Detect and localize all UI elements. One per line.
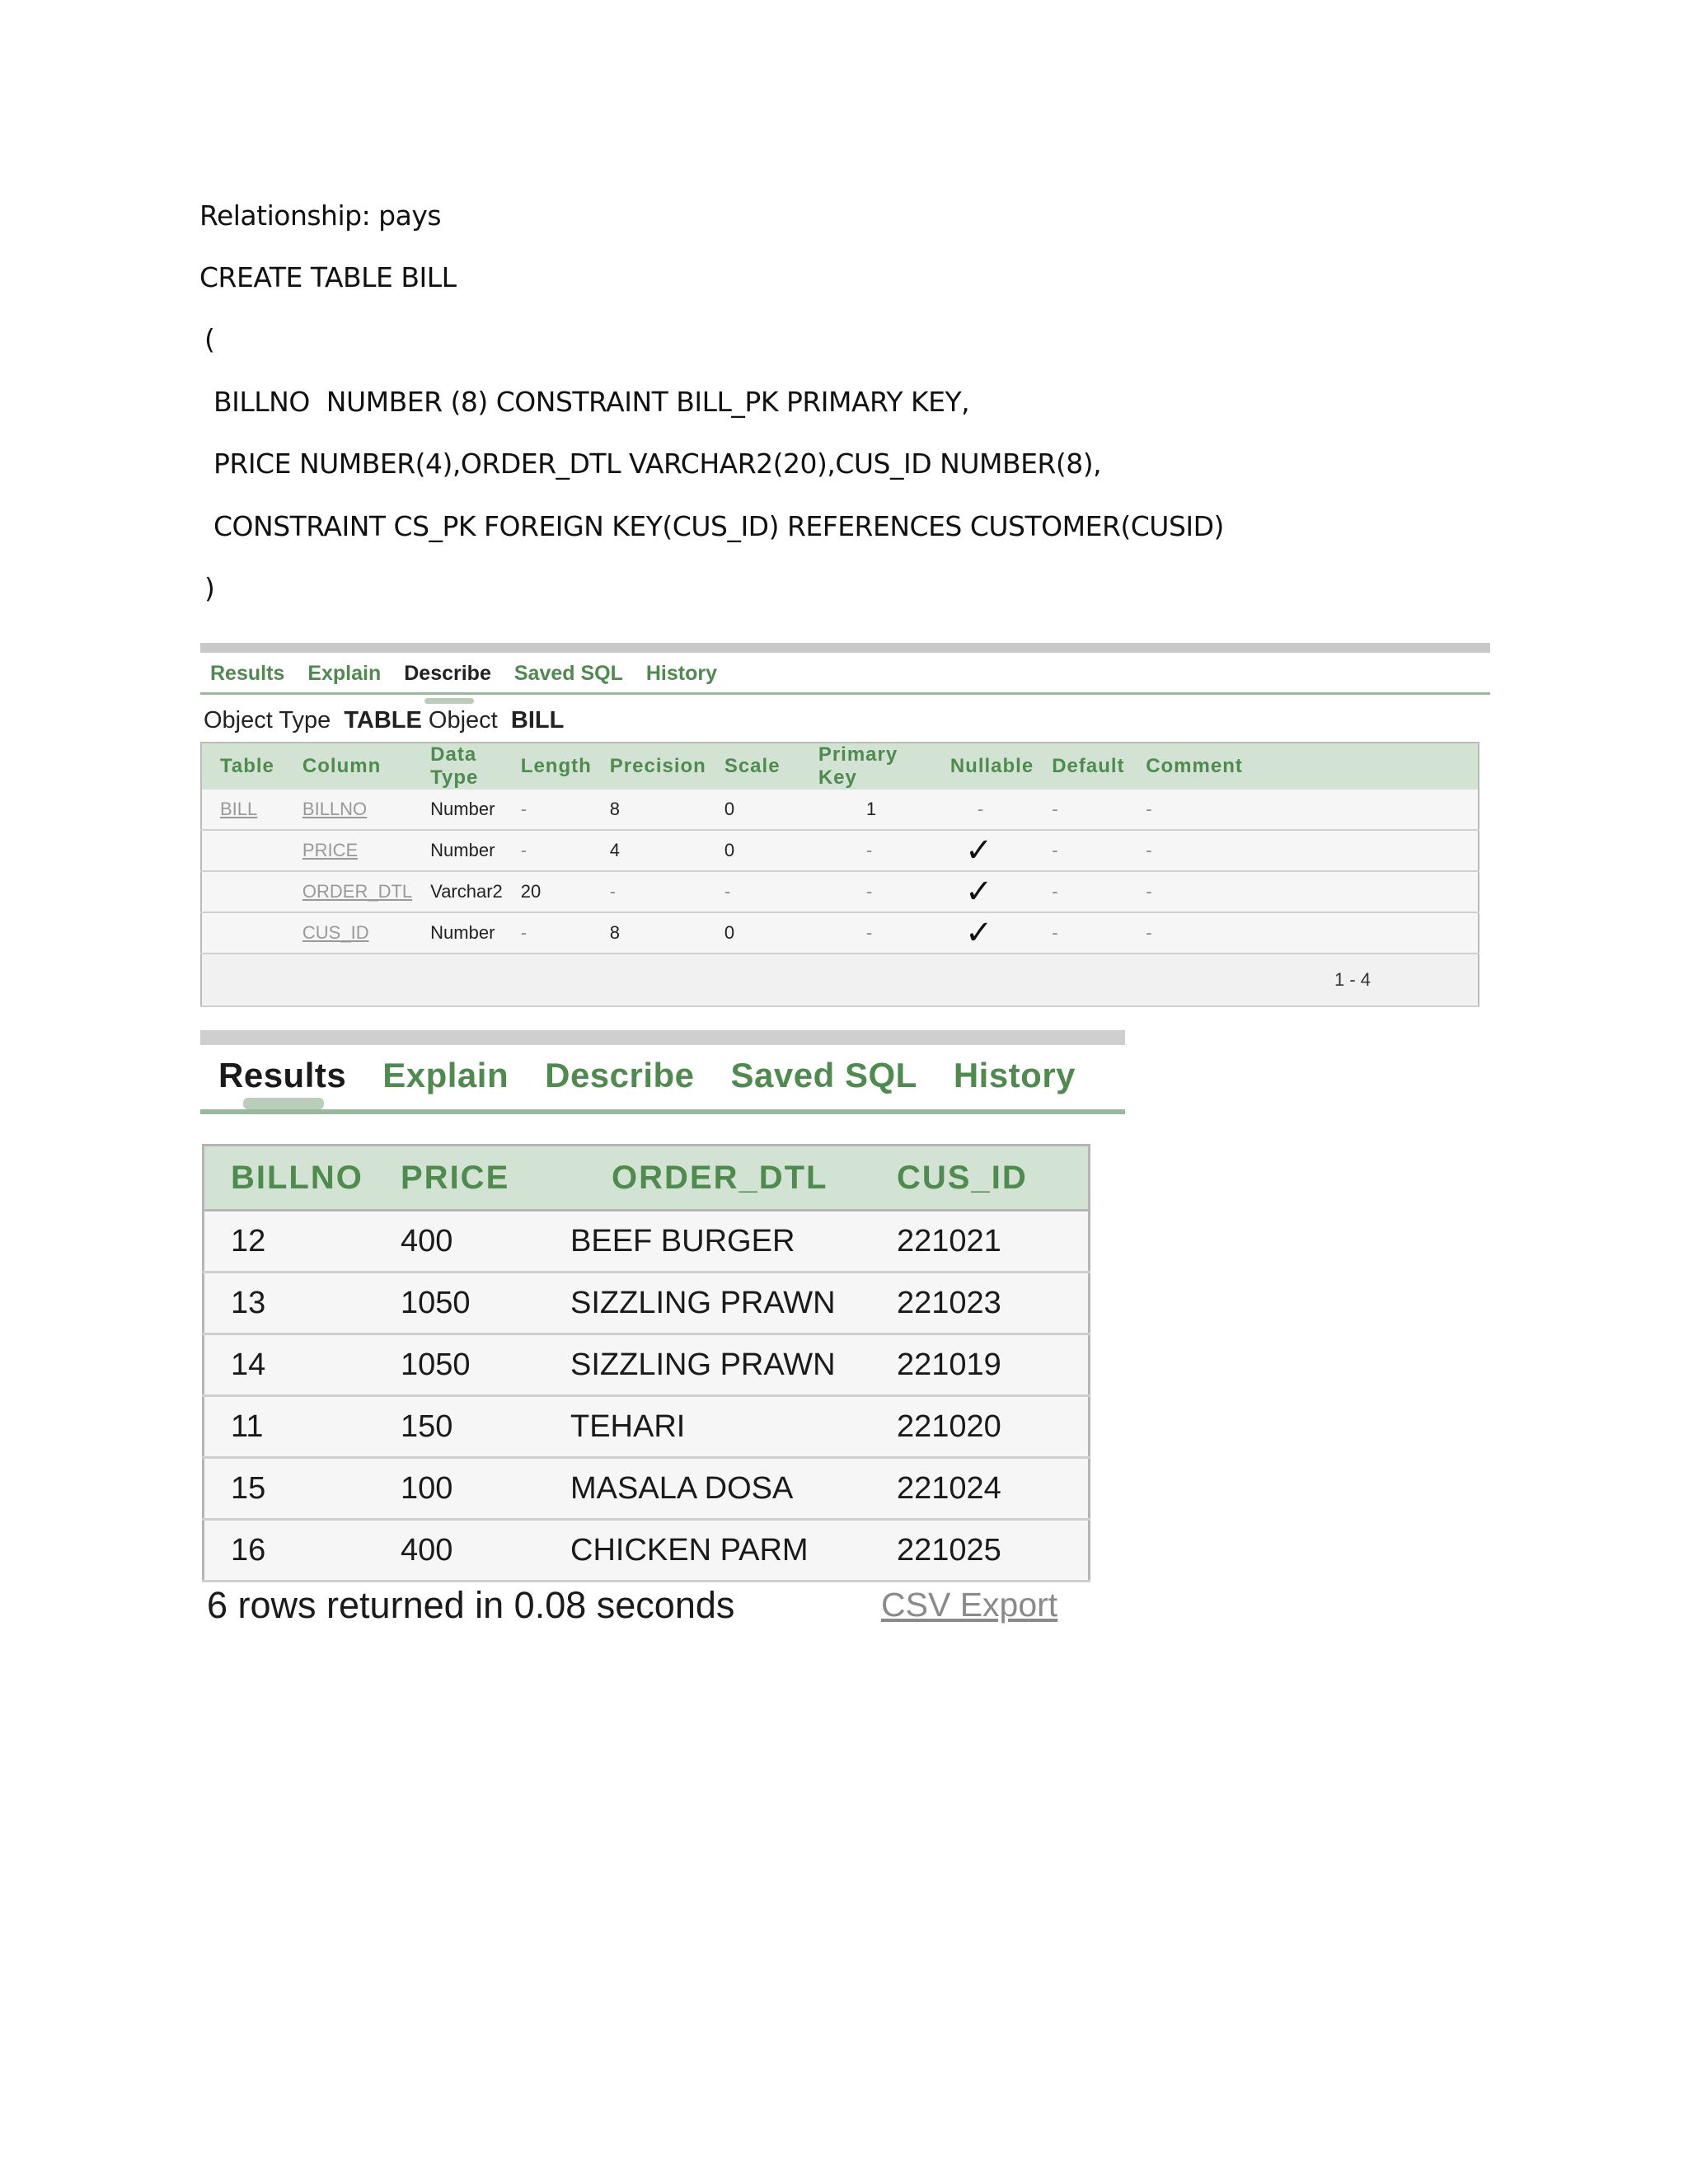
cell-comment: - (1128, 830, 1479, 871)
cell-primary-key: - (800, 871, 932, 912)
cell-price: 400 (401, 1520, 570, 1582)
cell-table[interactable] (201, 912, 274, 954)
cell-cus-id: 221020 (897, 1396, 1090, 1458)
cell-price: 1050 (401, 1334, 570, 1396)
cell-order-dtl: BEEF BURGER (570, 1211, 897, 1272)
cell-billno: 14 (204, 1334, 401, 1396)
table-row (201, 871, 1479, 912)
tab-describe[interactable]: Describe (404, 654, 491, 696)
object-type-value: TABLE (344, 707, 422, 733)
cell-comment: - (1128, 871, 1479, 912)
cell-column[interactable]: BILLNO (274, 790, 412, 830)
cell-price: 1050 (401, 1272, 570, 1334)
open-paren-line: ( (204, 323, 215, 355)
cell-cus-id: 221019 (897, 1334, 1090, 1396)
pagination-text: 1 - 4 (201, 954, 1479, 1006)
constraint-definition-line: CONSTRAINT CS_PK FOREIGN KEY(CUS_ID) REFERENCES CUSTOMER(CUSID) (213, 510, 1224, 542)
cell-table[interactable] (201, 871, 274, 912)
header-primary-key: Primary Key (800, 743, 932, 790)
cell-price: 150 (401, 1396, 570, 1458)
cell-default: - (1034, 830, 1128, 871)
cell-length: - (503, 912, 592, 954)
cell-precision: 8 (592, 912, 706, 954)
tab-explain[interactable]: Explain (382, 1056, 509, 1094)
create-table-line: CREATE TABLE BILL (199, 261, 457, 293)
object-label: Object (428, 707, 498, 733)
header-default: Default (1034, 743, 1128, 790)
results-top-bar (200, 1030, 1125, 1045)
object-info (204, 707, 564, 734)
cell-cus-id: 221023 (897, 1272, 1090, 1334)
cell-order-dtl: MASALA DOSA (570, 1458, 897, 1520)
table-row (204, 1396, 1090, 1458)
results-table (202, 1144, 1090, 1582)
cell-scale: - (706, 871, 800, 912)
cell-default: - (1034, 790, 1128, 830)
tab-history[interactable]: History (953, 1056, 1076, 1094)
describe-table (200, 742, 1479, 1007)
header-price: PRICE (401, 1146, 570, 1211)
cell-billno: 16 (204, 1520, 401, 1582)
table-row (201, 912, 1479, 954)
cell-data-type: Number (412, 790, 503, 830)
cell-precision: 8 (592, 790, 706, 830)
cell-cus-id: 221024 (897, 1458, 1090, 1520)
table-row (201, 790, 1479, 830)
object-type-label: Object Type (204, 707, 331, 733)
header-precision: Precision (592, 743, 706, 790)
cell-data-type: Varchar2 (412, 871, 503, 912)
cell-precision: - (592, 871, 706, 912)
cell-column[interactable]: CUS_ID (274, 912, 412, 954)
cell-column[interactable]: PRICE (274, 830, 412, 871)
cell-length: - (503, 830, 592, 871)
relationship-heading: Relationship: pays (199, 199, 442, 232)
checkmark-icon: ✓ (932, 830, 1034, 871)
header-billno: BILLNO (204, 1146, 401, 1211)
results-tab-bar (218, 1047, 1112, 1104)
cell-order-dtl: SIZZLING PRAWN (570, 1334, 897, 1396)
cell-comment: - (1128, 912, 1479, 954)
cell-order-dtl: SIZZLING PRAWN (570, 1272, 897, 1334)
cell-order-dtl: TEHARI (570, 1396, 897, 1458)
checkmark-icon: ✓ (932, 871, 1034, 912)
tab-results[interactable]: Results (218, 1056, 347, 1094)
billno-definition-line: BILLNO NUMBER (8) CONSTRAINT BILL_PK PRIMARY KEY, (213, 386, 970, 418)
cell-nullable: - (932, 790, 1034, 830)
checkmark-icon: ✓ (932, 912, 1034, 954)
object-value: BILL (510, 707, 565, 733)
cell-cus-id: 221021 (897, 1211, 1090, 1272)
results-tab-divider (200, 1109, 1125, 1114)
cell-precision: 4 (592, 830, 706, 871)
header-data-type: Data Type (412, 743, 503, 790)
header-length: Length (503, 743, 592, 790)
cell-primary-key: - (800, 830, 932, 871)
cell-billno: 11 (204, 1396, 401, 1458)
cell-scale: 0 (706, 912, 800, 954)
cell-table[interactable] (201, 830, 274, 871)
cell-price: 100 (401, 1458, 570, 1520)
results-panel (200, 1030, 1125, 1640)
cell-billno: 15 (204, 1458, 401, 1520)
cell-length: 20 (503, 871, 592, 912)
tab-results[interactable]: Results (210, 662, 285, 685)
results-header-row (204, 1146, 1090, 1211)
header-order-dtl: ORDER_DTL (570, 1146, 897, 1211)
csv-export-link[interactable]: CSV Export (881, 1586, 1058, 1624)
close-paren-line: ) (204, 572, 215, 604)
table-row (201, 830, 1479, 871)
cell-default: - (1034, 871, 1128, 912)
cell-scale: 0 (706, 790, 800, 830)
table-row (204, 1458, 1090, 1520)
tab-explain[interactable]: Explain (307, 662, 382, 685)
cell-billno: 13 (204, 1272, 401, 1334)
header-cus-id: CUS_ID (897, 1146, 1090, 1211)
cell-primary-key: 1 (800, 790, 932, 830)
cell-order-dtl: CHICKEN PARM (570, 1520, 897, 1582)
tab-history[interactable]: History (645, 662, 717, 685)
cell-billno: 12 (204, 1211, 401, 1272)
header-nullable: Nullable (932, 743, 1034, 790)
tab-describe[interactable]: Describe (545, 1056, 695, 1094)
describe-tab-divider (200, 692, 1490, 695)
table-row (204, 1334, 1090, 1396)
table-row (204, 1211, 1090, 1272)
price-definition-line: PRICE NUMBER(4),ORDER_DTL VARCHAR2(20),CUS_ID NUMBER(8), (213, 448, 1102, 480)
describe-tab-bar (210, 654, 740, 696)
cell-default: - (1034, 912, 1128, 954)
table-row (204, 1272, 1090, 1334)
cell-column[interactable]: ORDER_DTL (274, 871, 412, 912)
header-column: Column (274, 743, 412, 790)
cell-cus-id: 221025 (897, 1520, 1090, 1582)
cell-data-type: Number (412, 912, 503, 954)
cell-scale: 0 (706, 830, 800, 871)
cell-primary-key: - (800, 912, 932, 954)
table-row (204, 1520, 1090, 1582)
describe-header-row (201, 743, 1479, 790)
row-count-status: 6 rows returned in 0.08 seconds (207, 1584, 735, 1626)
tab-saved-sql[interactable]: Saved SQL (513, 662, 623, 685)
describe-panel (200, 643, 1490, 997)
cell-data-type: Number (412, 830, 503, 871)
cell-table[interactable]: BILL (201, 790, 274, 830)
header-comment: Comment (1128, 743, 1479, 790)
header-scale: Scale (706, 743, 800, 790)
tab-saved-sql[interactable]: Saved SQL (730, 1056, 917, 1094)
cell-length: - (503, 790, 592, 830)
header-table: Table (201, 743, 274, 790)
active-tab-indicator (243, 1098, 324, 1109)
cell-comment: - (1128, 790, 1479, 830)
cell-price: 400 (401, 1211, 570, 1272)
pagination-row (201, 954, 1479, 1006)
describe-top-bar (200, 643, 1490, 653)
